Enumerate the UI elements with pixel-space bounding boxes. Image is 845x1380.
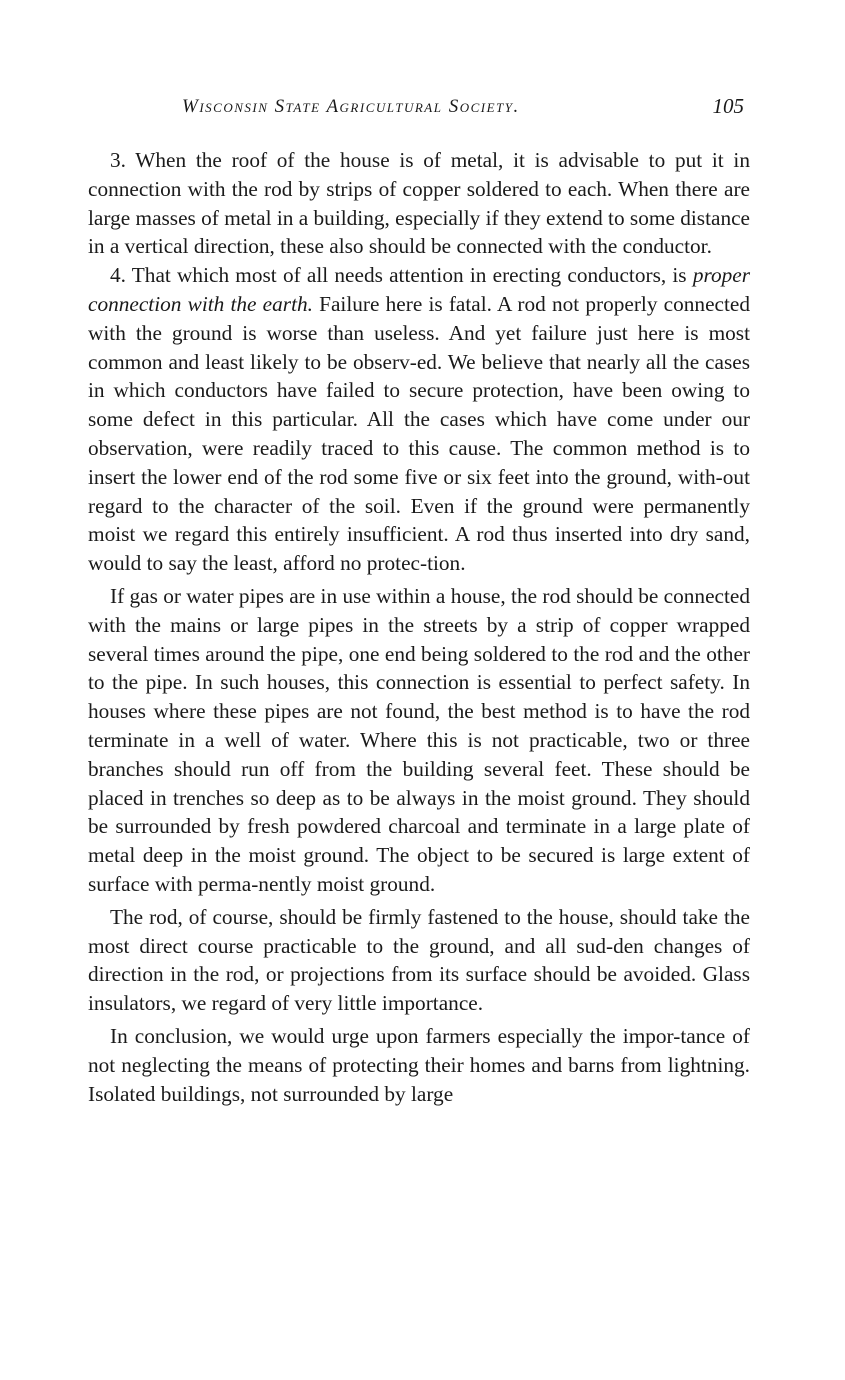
paragraph-metal-roof: 3. When the roof of the house is of metal, it is advisable to put it in connection with the rod by strips of copper soldered to each. When there are large masses of metal in a building, especially if they extend to some distance in a vertical direction, these also should be connected with the conductor.	[88, 148, 750, 259]
running-header	[90, 96, 750, 126]
header-title: Wisconsin State Agricultural Society.	[182, 96, 520, 117]
body-text	[88, 146, 750, 1108]
paragraph-rod-fastening: The rod, of course, should be firmly fastened to the house, should take the most direct course practicable to the ground, and all sud-den changes of direction in the rod, or projections from its surface should be avoided. Glass insulators, we regard of very little importance.	[88, 904, 750, 1016]
paragraph-earth-connection-start: 4. That which most of all needs attention in erecting conductors, is	[110, 263, 693, 288]
paragraph-gas-water-pipes: If gas or water pipes are in use within a house, the rod should be connected with the mains or large pipes in the streets by a strip of copper wrapped several times around the pipe, one end being soldered to the rod and the other to the pipe. In such houses, this connection is essential to perfect safety. In houses where these pipes are not found, the best method is to have the rod terminate in a well of water. Where this is not practicable, two or three branches should run off from the building several feet. These should be placed in trenches so deep as to be always in the moist ground. They should be surrounded by fresh powdered charcoal and terminate in a large plate of metal deep in the moist ground. The object to be secured is large extent of surface with perma-nently moist ground.	[88, 583, 750, 896]
paragraph-earth-connection-end: Failure here is fatal. A rod not properly connected with the ground is worse than useless. And yet failure just here is most common and least likely to be observ-ed. We believe that nearly all the cases in which conductors have failed to secure protection, have been owing to some defect in this particular. All the cases which have come under our observation, were readily traced to this cause. The common method is to insert the lower end of the rod some five or six feet into the ground, with-out regard to the character of the soil. Even if the ground were permanently moist we regard this entirely insufficient. A rod thus inserted into dry sand, would to say the least, afford no protec-tion.	[88, 291, 750, 576]
paragraph-conclusion: In conclusion, we would urge upon farmers especially the impor-tance of not neglecting the means of protecting their homes and barns from lightning. Isolated buildings, not surrounded by large	[88, 1023, 750, 1106]
page-number: 105	[712, 94, 744, 118]
emphasis-proper-connection: proper connection with the earth.	[88, 263, 750, 316]
paragraph-earth-connection	[88, 261, 750, 578]
